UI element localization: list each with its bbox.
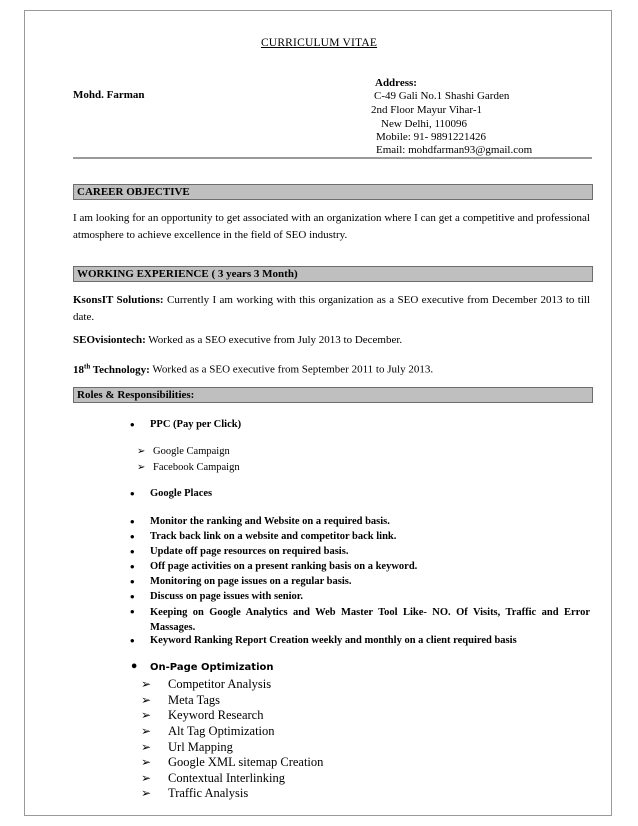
job-company: KsonsIT Solutions: [73, 294, 164, 306]
job-18th-technology [73, 358, 590, 379]
onpage-optimization-bullet: • On-Page Optimization [150, 662, 273, 673]
job-description: Worked as a SEO executive from July 2013 to December. [145, 334, 403, 346]
ppc-item: ➢ Facebook Campaign [153, 462, 240, 473]
job-ksonsit [73, 292, 590, 326]
job-description: Currently I am working with this organization as a SEO executive from December 2013 to till date. [73, 294, 590, 323]
page-border [24, 10, 612, 816]
duty-item: • Off page activities on a present ranking basis on a keyword. [150, 561, 417, 572]
google-places-bullet: • Google Places [150, 488, 212, 499]
onpage-item: ➢ Contextual Interlinking [168, 771, 285, 786]
duty-item: • Keyword Ranking Report Creation weekly and monthly on a client required basis [150, 635, 517, 646]
duty-item: • Discuss on page issues with senior. [150, 591, 303, 602]
mobile-number: Mobile: 91- 9891221426 [376, 131, 486, 143]
address-line-3: New Delhi, 110096 [381, 118, 468, 130]
address-line-2: 2nd Floor Mayur Vihar-1 [371, 104, 483, 116]
onpage-item: ➢ Traffic Analysis [168, 786, 248, 801]
ppc-bullet: • PPC (Pay per Click) [150, 419, 241, 430]
career-objective-text: I am looking for an opportunity to get associated with an organization where I can get a competitive and professional atmosphere to achieve excellence in the field of SEO industry. [73, 212, 590, 241]
email-address: Email: mohdfarman93@gmail.com [376, 144, 533, 156]
job-company: 18th Technology: [73, 362, 150, 376]
document-title: CURRICULUM VITAE [260, 37, 378, 49]
duty-item: • Monitoring on page issues on a regular basis. [150, 576, 351, 587]
address-label: Address: [375, 77, 417, 89]
job-description: Worked as a SEO executive from September 2011 to July 2013. [149, 363, 434, 376]
ppc-item: ➢ Google Campaign [153, 446, 230, 457]
onpage-item: ➢ Google XML sitemap Creation [168, 755, 323, 770]
roles-heading: Roles & Responsibilities: [73, 387, 593, 403]
duty-item: • Keeping on Google Analytics and Web Master Tool Like- NO. Of Visits, Traffic and Error Massages. [150, 605, 590, 635]
onpage-item: ➢ Keyword Research [168, 708, 263, 723]
duty-item: • Update off page resources on required basis. [150, 546, 348, 557]
working-experience-heading: WORKING EXPERIENCE ( 3 years 3 Month) [73, 266, 593, 282]
onpage-item: ➢ Meta Tags [168, 693, 220, 708]
address-line-1: C-49 Gali No.1 Shashi Garden [374, 90, 510, 102]
onpage-item: ➢ Competitor Analysis [168, 677, 271, 692]
header-divider [73, 157, 592, 159]
duty-item: • Monitor the ranking and Website on a required basis. [150, 516, 390, 527]
onpage-item: ➢ Alt Tag Optimization [168, 724, 275, 739]
duty-item: • Track back link on a website and competitor back link. [150, 531, 396, 542]
candidate-name: Mohd. Farman [73, 89, 145, 101]
job-company: SEOvisiontech: [73, 334, 146, 346]
career-objective-heading: CAREER OBJECTIVE [73, 184, 593, 200]
job-seovisiontech [73, 332, 590, 349]
onpage-item: ➢ Url Mapping [168, 740, 233, 755]
